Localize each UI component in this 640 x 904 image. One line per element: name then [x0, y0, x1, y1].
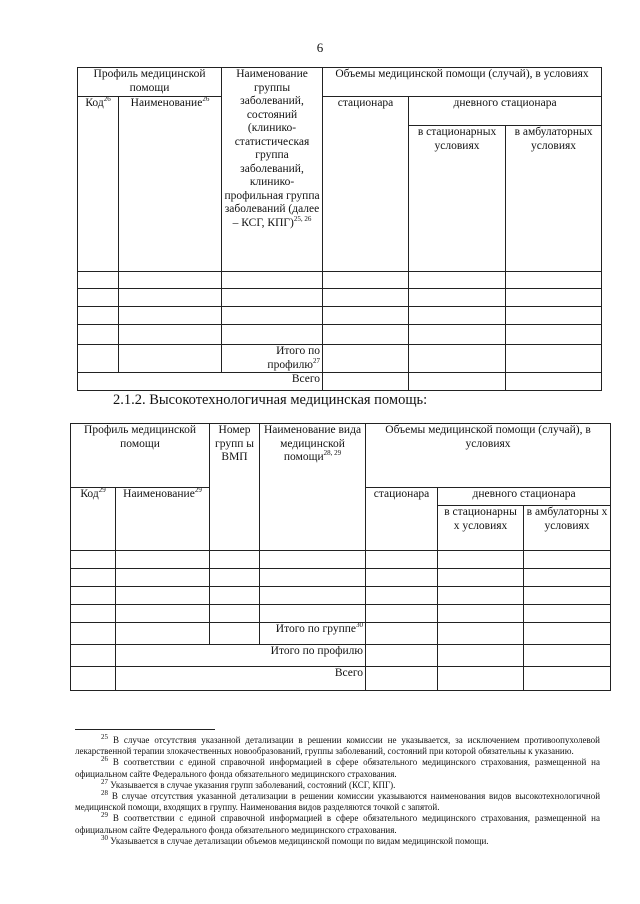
- header-name: Наименование$^{29}$: [116, 488, 210, 551]
- footnote-27: $^{27}$ Указывается в случае указания групп заболеваний, состояний (КСГ, КПГ).: [101, 777, 396, 790]
- total-profile-label: Итого по профилю$^{27}$: [222, 345, 323, 373]
- total-group-label: Итого по группе$^{30}$: [260, 623, 366, 645]
- footnote-29: $^{29}$ В соответствии с единой справочной информацией в сфере обязательного медицинского страхования, размещенной на официальном сайте Федерального фонда обязательного медицинского страхования.: [75, 811, 600, 835]
- footnote-28: $^{28}$ В случае отсутствия указанной детализации в решении комиссии указываются наименования видов высокотехнологичной медицинской помощи, входящих в группу. Наименования видов разделяются точкой с запятой.: [75, 789, 601, 813]
- table-medical-care-volumes: [77, 67, 602, 391]
- footnotes: [75, 735, 600, 847]
- header-vmp-group: Номер групп ы ВМП: [210, 424, 260, 551]
- table-row: [78, 325, 602, 345]
- table-row: [71, 587, 611, 605]
- table-row: [71, 551, 611, 569]
- table-row: [71, 569, 611, 587]
- header-profile: Профиль медицинской помощи: [78, 68, 222, 97]
- header-outpatient: в амбулаторных условиях: [506, 126, 602, 272]
- table-row-total: [71, 667, 611, 691]
- header-in-hospital: в стационарны х условиях: [438, 506, 524, 551]
- header-care-type: Наименование вида медицинской помощи$^{28, 29}$: [260, 424, 366, 551]
- footnote-26: $^{26}$ В соответствии с единой справочной информацией в сфере обязательного медицинского страхования, размещенной на официальном сайте Федерального фонда обязательного медицинского страхования.: [75, 755, 600, 779]
- page-number: 6: [316, 40, 324, 55]
- header-profile: Профиль медицинской помощи: [71, 424, 210, 488]
- header-disease-group: Наименование группы заболеваний, состояний (клинико-статистическая группа заболеваний, клинико-профильная группа заболеваний (далее – КСГ, КПГ)$^{25, 26}$: [222, 68, 323, 272]
- footnote-30: $^{30}$ Указывается в случае детализации объемов медицинской помощи по видам медицинской помощи.: [101, 833, 489, 846]
- table-high-tech-care-volumes: [70, 423, 611, 691]
- header-day-hospital: дневного стационара: [409, 97, 602, 126]
- header-name: Наименование$^{26}$: [119, 97, 222, 272]
- header-in-hospital: в стационарных условиях: [409, 126, 506, 272]
- table-row: [78, 272, 602, 289]
- table-row-total-group: [71, 623, 611, 645]
- table-row: [71, 605, 611, 623]
- table-row-total-profile: [78, 345, 602, 373]
- table-row-total: [78, 373, 602, 391]
- header-code: Код$^{26}$: [78, 97, 119, 272]
- total-all-label: Всего: [78, 373, 323, 391]
- header-volume: Объемы медицинской помощи (случай), в условиях: [366, 424, 611, 488]
- table-row: [78, 289, 602, 307]
- total-profile-label: Итого по профилю: [116, 645, 366, 667]
- header-code: Код$^{29}$: [71, 488, 116, 551]
- table-row-total-profile: [71, 645, 611, 667]
- section-title: 2.1.2. Высокотехнологичная медицинская помощь:: [113, 392, 428, 408]
- header-hospital: стационара: [323, 97, 409, 272]
- header-day-hospital: дневного стационара: [438, 488, 611, 506]
- header-outpatient: в амбулаторны х условиях: [524, 506, 611, 551]
- header-volume: Объемы медицинской помощи (случай), в условиях: [323, 68, 602, 97]
- footnote-25: $^{25}$ В случае отсутствия указанной детализации в решении комиссии не указывается, за исключением противоопухолевой лекарственной терапии злокачественных новообразований, группы заболеваний, состояний при которой обязательны к указанию.: [75, 733, 600, 757]
- footnote-divider: [75, 729, 215, 730]
- total-all-label: Всего: [116, 667, 366, 691]
- header-hospital: стационара: [366, 488, 438, 551]
- table-row: [78, 307, 602, 325]
